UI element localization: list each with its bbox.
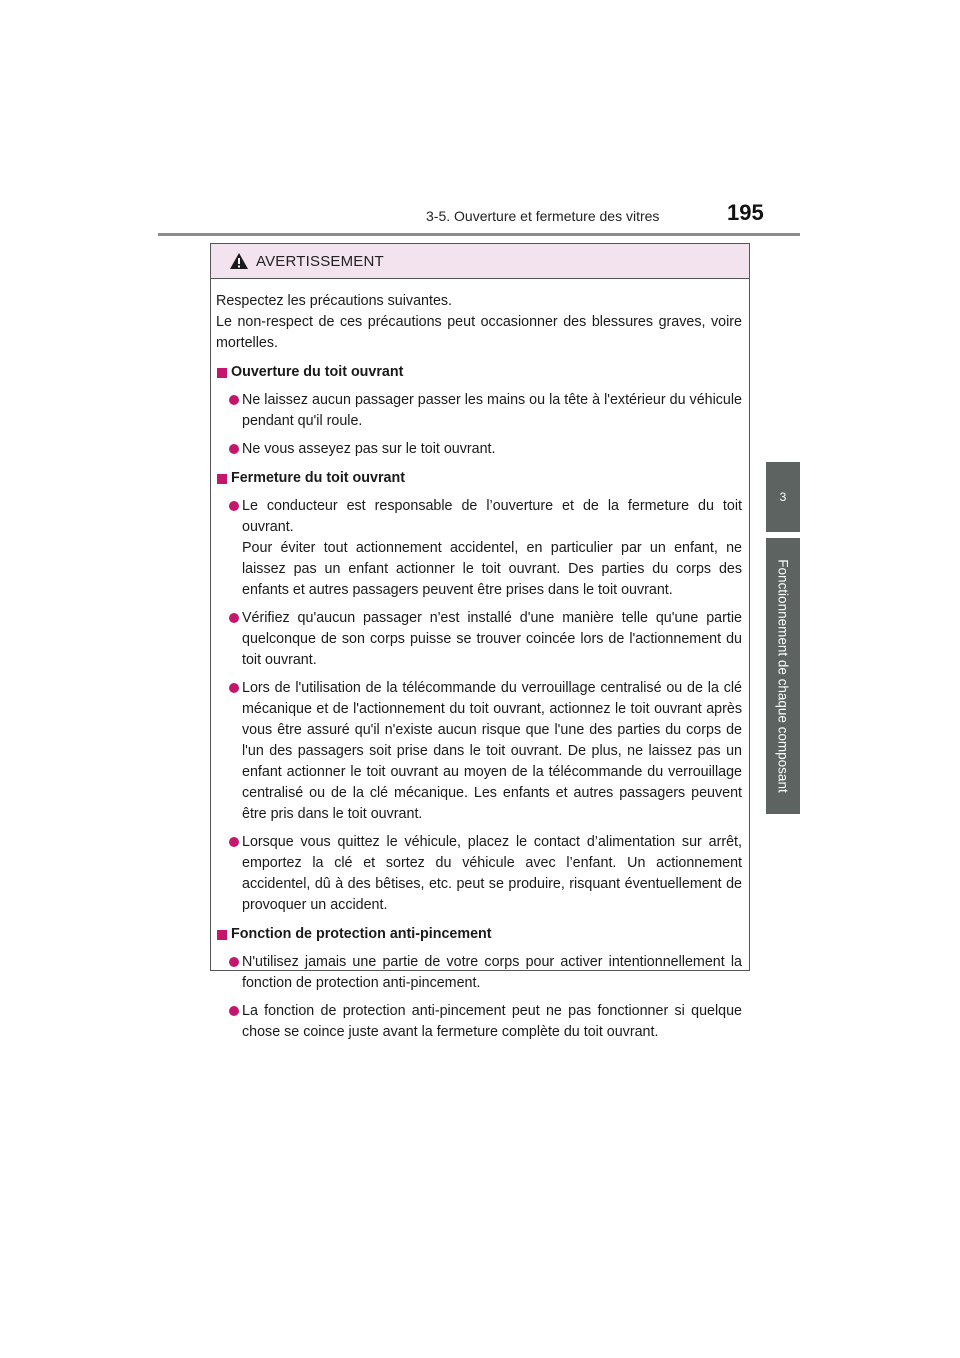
warning-list-item	[216, 439, 742, 460]
list-item-text: Lors de l'utilisation de la télécommande du verrouillage centralisé ou de la clé mécanique et de l'actionnement du toit ouvrant, actionnez le toit ouvrant après vous être assuré qu'il n'existe aucun risque que l'une des parties du corps de l'un des passagers soit prise dans le toit ouvrant. De plus, ne laissez pas un enfant actionner le toit ouvrant au moyen de la télécommande du verrouillage centralisé ou de la clé mécanique. Les enfants et autres passagers peuvent être pris dans le toit ouvrant.	[242, 680, 742, 822]
chapter-label: Fonctionnement de chaque composant	[775, 559, 791, 793]
round-bullet-icon	[229, 957, 239, 967]
warning-title: AVERTISSEMENT	[256, 252, 384, 270]
warning-sections	[216, 362, 742, 1043]
chapter-number: 3	[766, 462, 800, 532]
list-item-text: La fonction de protection anti-pincement peut ne pas fonctionner si quelque chose se coince juste avant la fermeture complète du toit ouvrant.	[242, 1003, 742, 1040]
warning-list-item	[216, 608, 742, 671]
warning-box	[210, 243, 750, 1040]
header-rule	[158, 233, 800, 236]
warning-list-item	[216, 832, 742, 916]
round-bullet-icon	[229, 1006, 239, 1016]
warning-list-item	[216, 390, 742, 432]
list-item-text: Le conducteur est responsable de l’ouverture et de la fermeture du toit ouvrant.	[242, 498, 742, 535]
square-bullet-icon	[217, 368, 227, 378]
intro-line: Le non-respect de ces précautions peut occasionner des blessures graves, voire mortelles.	[216, 314, 742, 351]
round-bullet-icon	[229, 501, 239, 511]
section-title-text: Fonction de protection anti-pincement	[231, 926, 492, 942]
round-bullet-icon	[229, 837, 239, 847]
list-item-text: N'utilisez jamais une partie de votre corps pour activer intentionnellement la fonction de protection anti-pincement.	[242, 954, 742, 991]
square-bullet-icon	[217, 474, 227, 484]
chapter-side-tab	[766, 462, 800, 814]
list-item-text: Ne laissez aucun passager passer les mains ou la tête à l'extérieur du véhicule pendant qu'il roule.	[242, 392, 742, 429]
page-number: 195	[727, 200, 764, 225]
warning-list-item	[216, 1001, 742, 1043]
warning-body	[211, 279, 749, 1043]
section-title	[216, 468, 742, 489]
section-title-text: Ouverture du toit ouvrant	[231, 364, 404, 380]
warning-intro	[216, 291, 742, 354]
warning-list-item	[216, 678, 742, 825]
list-item-text: Ne vous asseyez pas sur le toit ouvrant.	[242, 441, 496, 457]
warning-header	[211, 244, 749, 279]
section-title	[216, 924, 742, 945]
square-bullet-icon	[217, 930, 227, 940]
list-item-text: Pour éviter tout actionnement accidentel, en particulier par un enfant, ne laissez pas un enfant actionner le toit ouvrant. Des parties du corps des enfants et autres passagers peuvent être prises dans le toit ouvrant.	[242, 540, 742, 598]
section-heading: 3-5. Ouverture et fermeture des vitres	[426, 208, 660, 224]
chapter-label-box	[766, 538, 800, 814]
warning-list-item	[216, 952, 742, 994]
warning-triangle-icon	[229, 252, 249, 270]
round-bullet-icon	[229, 395, 239, 405]
round-bullet-icon	[229, 613, 239, 623]
section-title	[216, 362, 742, 383]
list-item-text: Vérifiez qu'aucun passager n'est installé d'une manière telle qu'une partie quelconque de son corps puisse se trouver coincée lors de l'actionnement du toit ouvrant.	[242, 610, 742, 668]
round-bullet-icon	[229, 444, 239, 454]
list-item-text: Lorsque vous quittez le véhicule, placez le contact d’alimentation sur arrêt, emportez la clé et sortez du véhicule avec l’enfant. Un actionnement accidentel, dû à des bêtises, etc. peut se produire, risquant éventuellement de provoquer un accident.	[242, 834, 742, 913]
warning-list-item	[216, 496, 742, 601]
intro-line: Respectez les précautions suivantes.	[216, 293, 453, 309]
section-title-text: Fermeture du toit ouvrant	[231, 470, 405, 486]
round-bullet-icon	[229, 683, 239, 693]
